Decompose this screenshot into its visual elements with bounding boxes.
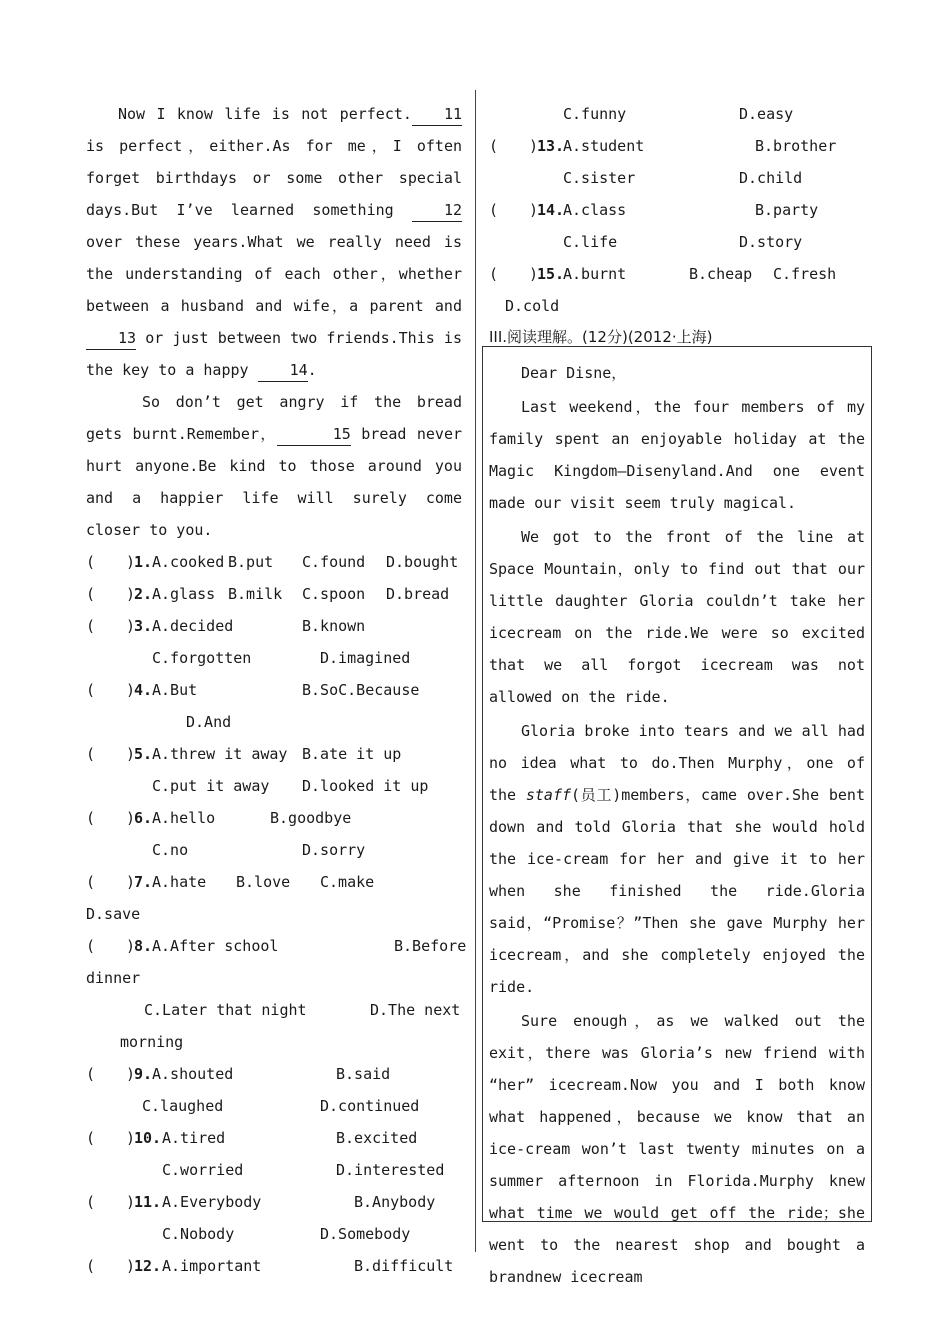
option-d: D.The next (370, 1001, 461, 1019)
option-d-cont: morning (120, 1033, 184, 1051)
option-a: A.student (563, 137, 645, 155)
option-d: D.Somebody (320, 1225, 411, 1243)
answer-paren-close: ) (126, 937, 136, 955)
option-a: A.But (152, 681, 198, 699)
question-7 (86, 866, 462, 898)
passage-text: over these years.What we really need is the understanding of each other，whether between a husband and wife，a parent and (86, 233, 462, 315)
question-6 (86, 802, 462, 834)
question-number: 2. (134, 585, 153, 603)
answer-paren-close: ) (126, 1129, 136, 1147)
option-b: B.party (755, 201, 819, 219)
option-c: C.funny (563, 105, 627, 123)
question-number: 10. (134, 1129, 162, 1147)
option-d: D.save (86, 905, 141, 923)
passage-text: . (307, 361, 317, 379)
answer-paren-open[interactable]: ( (86, 1065, 96, 1083)
right-column (489, 98, 869, 322)
option-b: B.brother (755, 137, 837, 155)
question-6-cont (86, 834, 462, 866)
section-title: III.阅读理解。(12分)(2012·上海) (489, 328, 713, 346)
option-d: D.sorry (302, 841, 366, 859)
answer-paren-close: ) (529, 201, 539, 219)
option-c: C.put it away (152, 777, 270, 795)
answer-paren-close: ) (126, 809, 136, 827)
column-divider (475, 90, 476, 1252)
option-a: A.threw it away (152, 745, 288, 763)
question-number: 4. (134, 681, 153, 699)
option-a: A.cooked (152, 553, 225, 571)
option-b: B.excited (336, 1129, 418, 1147)
passage-text: or just between two friends.This is the key to a happy (86, 329, 462, 379)
option-a: A.decided (152, 617, 234, 635)
option-b: B.Anybody (354, 1193, 436, 1211)
option-a: A.tired (162, 1129, 226, 1147)
question-number: 14. (537, 201, 565, 219)
option-d: D.And (186, 713, 232, 731)
blank-13: 13 (86, 327, 136, 350)
option-a: A.burnt (563, 265, 627, 283)
answer-paren-close: ) (126, 681, 136, 699)
letter-paragraph-3 (489, 715, 865, 1003)
question-2 (86, 578, 462, 610)
option-c: C.found (302, 553, 366, 571)
question-12 (86, 1250, 462, 1282)
passage-paragraph-1 (86, 98, 462, 386)
question-9 (86, 1058, 462, 1090)
answer-paren-close: ) (126, 617, 136, 635)
option-c: C.life (563, 233, 618, 251)
answer-paren-open[interactable]: ( (489, 201, 499, 219)
option-a: A.important (162, 1257, 262, 1275)
option-a: A.class (563, 201, 627, 219)
question-10-cont (86, 1154, 462, 1186)
answer-paren-open[interactable]: ( (86, 809, 96, 827)
option-d: D.interested (336, 1161, 445, 1179)
passage-text: So don’t get angry if the bread gets burnt.Remember， (86, 393, 462, 443)
option-c: C.laughed (142, 1097, 224, 1115)
question-14 (489, 194, 869, 226)
option-c: C.sister (563, 169, 636, 187)
passage-text: bread never hurt anyone.Be kind to those around you and a happier life will surely come closer to you. (86, 425, 463, 539)
question-4-cont (86, 706, 462, 738)
option-c: C.fresh (773, 265, 837, 283)
option-d: D.easy (739, 105, 794, 123)
answer-paren-close: ) (126, 585, 136, 603)
question-number: 8. (134, 937, 153, 955)
option-d: D.cold (505, 297, 560, 315)
passage-text: is perfect，either.As for me，I often forget birthdays or some other special days.But I’ve learned something (86, 137, 462, 219)
question-8-cont-3 (86, 1026, 462, 1058)
answer-paren-open[interactable]: ( (86, 553, 96, 571)
answer-paren-open[interactable]: ( (86, 681, 96, 699)
reading-passage-box (482, 346, 872, 1286)
answer-paren-open[interactable]: ( (489, 137, 499, 155)
question-13-cont (489, 162, 869, 194)
option-b: B.goodbye (270, 809, 352, 827)
letter-paragraph-1: Last weekend，the four members of my family spent an enjoyable holiday at the Magic Kingdom—Disenyland.And one event made our visit seem truly magical. (489, 398, 865, 512)
option-b: B.put (228, 553, 274, 571)
answer-paren-close: ) (126, 745, 136, 763)
answer-paren-close: ) (529, 265, 539, 283)
answer-paren-close: ) (126, 1065, 136, 1083)
answer-paren-open[interactable]: ( (86, 873, 96, 891)
question-15-cont (489, 290, 869, 322)
passage-text: Now I know life is not perfect. (118, 105, 412, 123)
answer-paren-close: ) (529, 137, 539, 155)
answer-paren-open[interactable]: ( (86, 1193, 96, 1211)
question-number: 6. (134, 809, 153, 827)
option-b: B.milk (228, 585, 283, 603)
answer-paren-close: ) (126, 873, 136, 891)
option-b-cont: dinner (86, 969, 141, 987)
option-c: C.Nobody (162, 1225, 235, 1243)
question-8 (86, 930, 467, 962)
question-number: 13. (537, 137, 565, 155)
option-a: A.shouted (152, 1065, 234, 1083)
question-number: 15. (537, 265, 565, 283)
question-11-cont (86, 1218, 462, 1250)
answer-paren-close: ) (126, 1257, 136, 1275)
option-c: C.spoon (302, 585, 366, 603)
option-b: B.Before (394, 937, 467, 955)
option-d: D.continued (320, 1097, 420, 1115)
answer-paren-open[interactable]: ( (489, 265, 499, 283)
option-a: A.Everybody (162, 1193, 262, 1211)
option-a: A.After school (152, 937, 279, 955)
option-b: B.known (302, 617, 366, 635)
answer-paren-open[interactable]: ( (86, 1257, 96, 1275)
blank-14: 14 (258, 359, 308, 382)
letter-paragraph-4: Sure enough，as we walked out the exit，there was Gloria’s new friend with “her” icecream.Now you and I both know what happened，because we know that an ice-cream won’t last twenty minutes on a summer afternoon in Florida.Murphy knew what time we would get off the ride；she went to the nearest shop and bought a brandnew icecream (489, 1012, 865, 1286)
option-c: C.worried (162, 1161, 244, 1179)
question-number: 11. (134, 1193, 162, 1211)
option-d: D.bought (386, 553, 459, 571)
answer-paren-close: ) (126, 553, 136, 571)
answer-paren-open[interactable]: ( (86, 745, 96, 763)
answer-paren-open[interactable]: ( (86, 617, 96, 635)
option-d: D.imagined (320, 649, 411, 667)
letter-italic-word: staff (525, 786, 572, 804)
question-15 (489, 258, 869, 290)
answer-paren-open[interactable]: ( (86, 937, 96, 955)
question-5 (86, 738, 462, 770)
question-1 (86, 546, 462, 578)
question-number: 5. (134, 745, 153, 763)
question-9-cont (86, 1090, 462, 1122)
answer-paren-close: ) (126, 1193, 136, 1211)
left-column (86, 98, 467, 1282)
question-3 (86, 610, 462, 642)
question-5-cont (86, 770, 462, 802)
question-4 (86, 674, 462, 706)
passage-paragraph-2 (86, 386, 462, 546)
question-number: 7. (134, 873, 153, 891)
question-13 (489, 130, 869, 162)
question-10 (86, 1122, 462, 1154)
blank-15: 15 (277, 423, 351, 446)
option-c: C.no (152, 841, 189, 859)
question-number: 9. (134, 1065, 153, 1083)
question-number: 1. (134, 553, 153, 571)
option-c: C.forgotten (152, 649, 252, 667)
option-d: D.looked it up (302, 777, 429, 795)
question-3-cont (86, 642, 462, 674)
option-a: A.hello (152, 809, 216, 827)
option-b: B.cheap (689, 265, 753, 283)
letter-greeting: Dear Disne， (521, 364, 627, 382)
option-b: B.SoC.Because (302, 681, 420, 699)
option-b: B.ate it up (302, 745, 402, 763)
answer-paren-open[interactable]: ( (86, 1129, 96, 1147)
question-11 (86, 1186, 462, 1218)
option-c: C.Later that night (144, 1001, 307, 1019)
question-8-cont-2 (86, 994, 462, 1026)
option-b: B.difficult (354, 1257, 454, 1275)
question-7-cont (86, 898, 462, 930)
option-c: C.make (320, 873, 375, 891)
question-number: 3. (134, 617, 153, 635)
question-8-cont-1 (86, 962, 462, 994)
question-14-cont (489, 226, 869, 258)
letter-text: (员工)members，came over.She bent down and told Gloria that she would hold the ice-cream for her and give it to her when she finished the ride.Gloria said，“Promise？”Then she gave Murphy her icecream，and she completely enjoyed the ride. (489, 786, 865, 996)
question-number: 12. (134, 1257, 162, 1275)
option-a: A.hate (152, 873, 207, 891)
option-a: A.glass (152, 585, 216, 603)
letter-paragraph-2: We got to the front of the line at Space Mountain，only to find out that our little daughter Gloria couldn’t take her icecream on the ride.We were so excited that we all forgot icecream was not allowed on the ride. (489, 528, 865, 706)
letter-text: Gloria broke into tears and we all had no idea what to do.Then Murphy，one of the (489, 722, 865, 804)
blank-12: 12 (412, 199, 462, 222)
option-d: D.story (739, 233, 803, 251)
option-d: D.child (739, 169, 803, 187)
answer-paren-open[interactable]: ( (86, 585, 96, 603)
option-d: D.bread (386, 585, 450, 603)
option-b: B.said (336, 1065, 391, 1083)
blank-11: 11 (412, 103, 462, 126)
option-b: B.love (236, 873, 291, 891)
question-12-cont (489, 98, 869, 130)
